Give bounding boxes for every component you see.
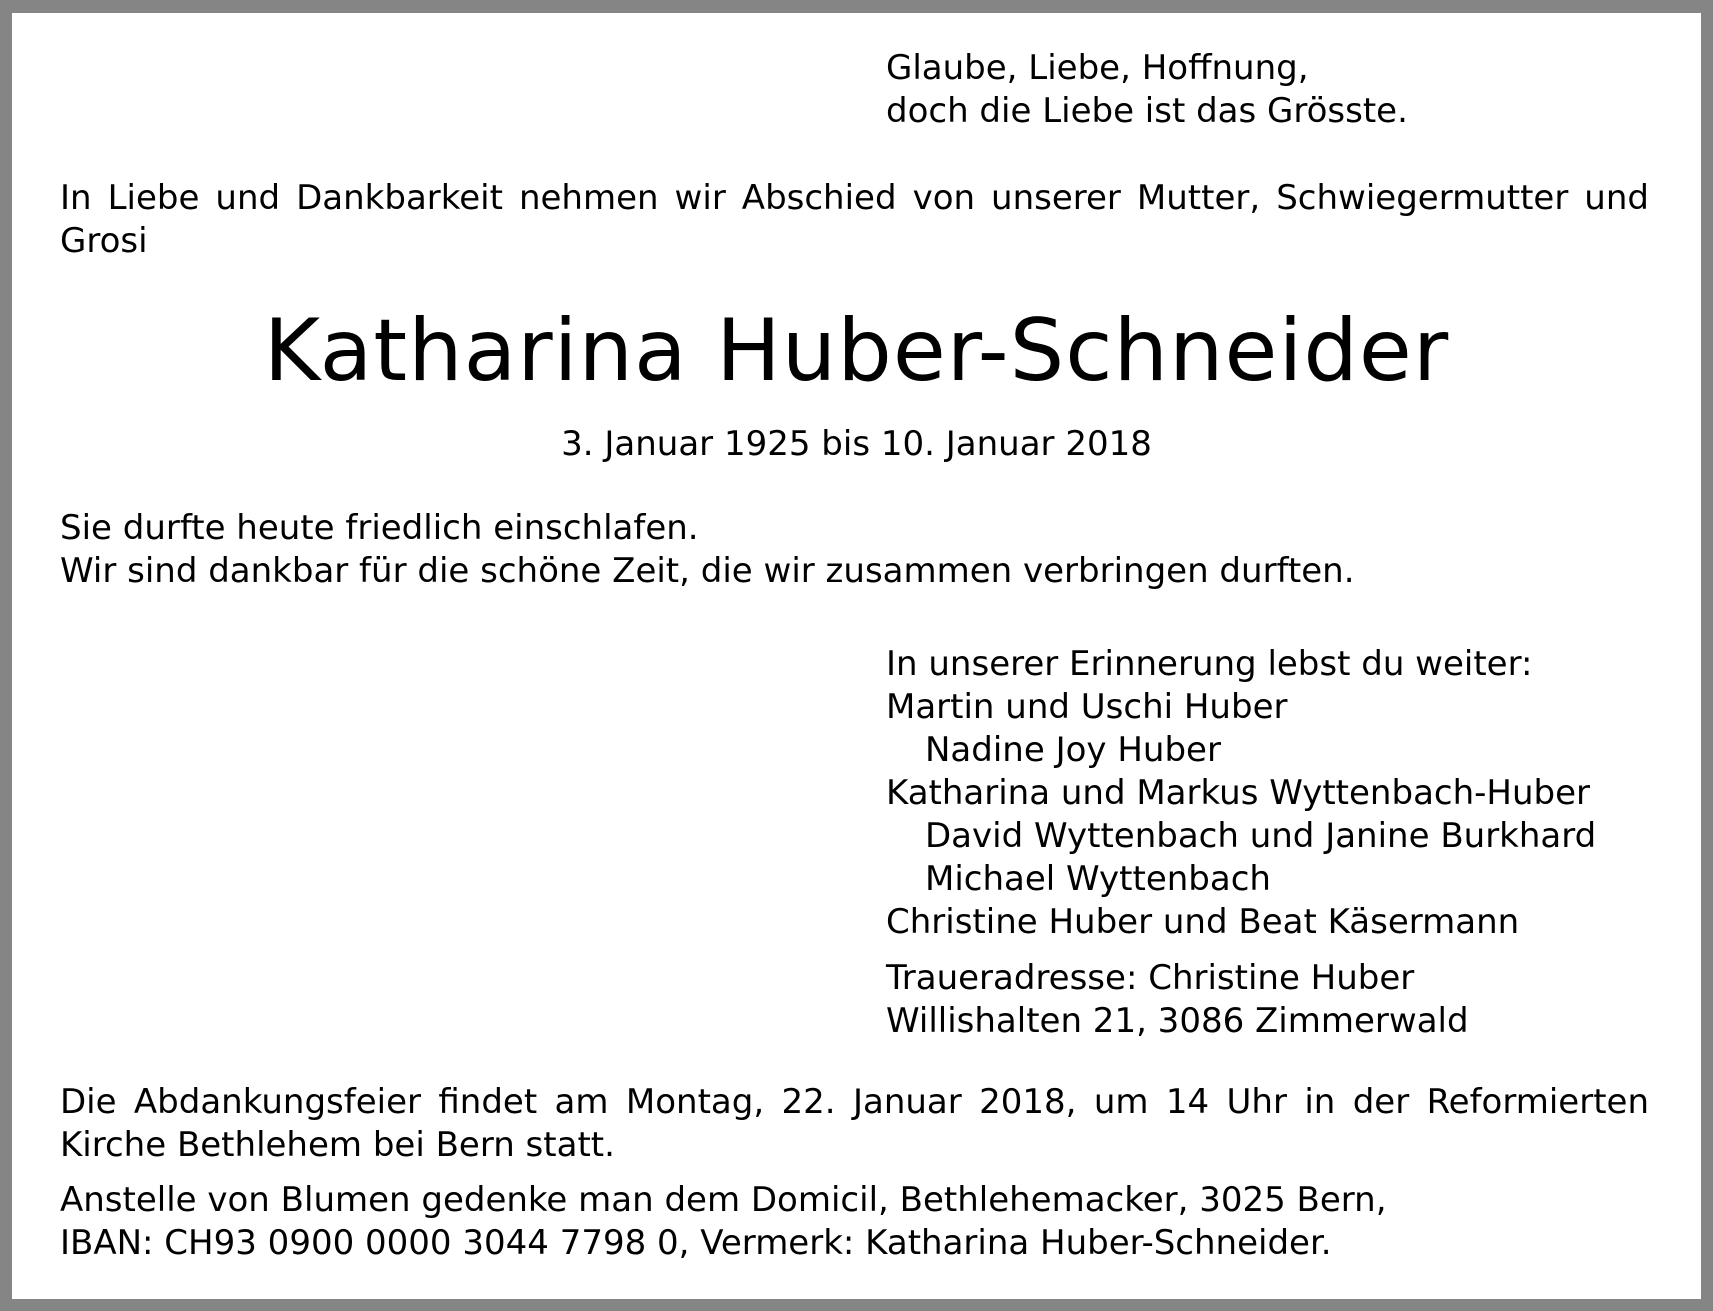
mourner-entry: Christine Huber und Beat Käsermann: [886, 902, 1520, 942]
mourner-entry: David Wyttenbach und Janine Burkhard: [925, 816, 1597, 856]
life-dates: 3. Januar 1925 bis 10. Januar 2018: [561, 424, 1152, 464]
statement-line-1: Sie durfte heute friedlich einschlafen.: [60, 508, 699, 548]
motto: [886, 47, 1408, 133]
donation-line-1: Anstelle von Blumen gedenke man dem Domicil, Bethlehemacker, 3025 Bern,: [60, 1180, 1387, 1220]
donation-info: [60, 1179, 1387, 1265]
obituary-notice: [12, 13, 1701, 1299]
mourning-address: [886, 957, 1469, 1043]
mourner-entry: Nadine Joy Huber: [925, 730, 1221, 770]
address-line-2: Willishalten 21, 3086 Zimmerwald: [886, 1001, 1469, 1041]
intro-text: In Liebe und Dankbarkeit nehmen wir Abschied von unserer Mutter, Schwiegermutter und Grosi: [60, 178, 1649, 261]
mourner-entry: Katharina und Markus Wyttenbach-Huber: [886, 773, 1591, 813]
mourners-list: [886, 643, 1596, 944]
mourner-entry: Martin und Uschi Huber: [886, 687, 1288, 727]
deceased-name: Katharina Huber-Schneider: [263, 301, 1450, 401]
statement-line-2: Wir sind dankbar für die schöne Zeit, die wir zusammen verbringen durften.: [60, 551, 1355, 591]
motto-line-1: Glaube, Liebe, Hoffnung,: [886, 48, 1309, 88]
mourners-heading: In unserer Erinnerung lebst du weiter:: [886, 644, 1533, 684]
address-line-1: Traueradresse: Christine Huber: [886, 958, 1415, 998]
donation-line-2: IBAN: CH93 0900 0000 3044 7798 0, Vermerk: Katharina Huber-Schneider.: [60, 1223, 1332, 1263]
farewell-statement: [60, 507, 1355, 593]
mourner-entry: Michael Wyttenbach: [925, 859, 1271, 899]
motto-line-2: doch die Liebe ist das Grösste.: [886, 91, 1408, 131]
ceremony-info: Die Abdankungsfeier findet am Montag, 22. Januar 2018, um 14 Uhr in der Reformierten Kirche Bethlehem bei Bern statt.: [60, 1082, 1649, 1165]
